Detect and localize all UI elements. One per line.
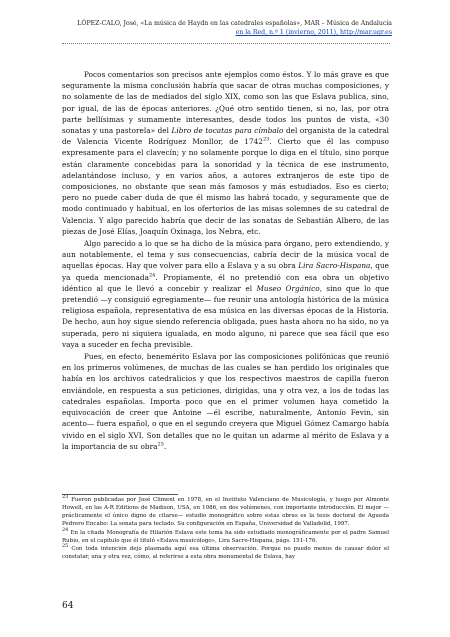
paragraph-1-text-c: . Cierto que él las compuso expresamente para el clavecín; y no solamente porque lo diga en el título, sino porque están claramente concebidas para la sonoridad y la técnica de ese instrumento, adelantándose incluso, y en varios años, a autores extranjeros de este tipo de composiciones, no obstante que sean más famosos y más estudiados. Eso es cierto; pero no puede caber duda de que él mismo las habrá tocado, y seguramente que de modo continuado y habitual, en los ofertorios de las misas solemnes de su catedral de Valencia. Y algo parecido habría que decir de las sonatas de Sebastián Albero, de las piezas de José Elías, Joaquín Oxinaga, los Nebra, etc. (62, 137, 389, 236)
paragraph-2-text-b: , que ya queda mencionada (62, 261, 390, 282)
paragraph-2-text-a: Algo parecido a lo que se ha dicho de la música para órgano, pero extendiendo, y aun notablemente, el tema y sus consecuencias, cabría decir de la música vocal de aquellas épocas. Hay que volver para ello a Eslava y a su obra (62, 239, 389, 271)
book-title-museo-organico: Museo Orgánico (256, 283, 320, 293)
footnote-ref-25[interactable]: 25 (157, 441, 164, 448)
footnote-24-lira-title: Lira Sacro-Hispana (218, 537, 273, 544)
footnote-24-text-b: este tema ha sido estudiado monográficamente por el padre Samuel Rubio, en el capítulo que él tituló «Eslava musicólogo», (62, 529, 390, 544)
footnote-24-text-a: En la citada (70, 529, 105, 536)
page-number: 64 (62, 601, 74, 611)
running-header (62, 19, 392, 37)
footnote-24 (62, 526, 390, 546)
header-citation: LÓPEZ-CALO, José, «La música de Haydn en las catedrales españolas», MAR – Música de Andalucía (77, 20, 392, 27)
footnote-25 (62, 543, 389, 562)
paragraph-2 (62, 238, 389, 350)
footnote-25-number: 25 (62, 543, 69, 550)
paragraph-3 (62, 351, 389, 452)
footnote-23-number: 23 (62, 494, 69, 501)
footnote-25-text: Con toda intención dejo plasmada aquí esa última observación. Porque no puedo menos de causar dolor el constatar, una y otra vez, cómo, al referirse a esta obra monumental de Eslava, hay (62, 546, 389, 561)
footnote-divider (62, 494, 178, 495)
header-journal-link[interactable]: en la Red, n.º 1 (invierno, 2011), http://mar.ugr.es (235, 29, 392, 36)
footnote-23-text-a: Fueron publicadas por José Climent en 1978, en el Instituto Valenciano de Musicología, y luego por Almonte Howell, en las A-R Editions de Madison, USA, en 1986, en dos volúmenes, con importante introducción. El mejor —prácticamente el único digno de citarse— estudio monográfico sobre estas obras es la tesis doctoral de Agueda Pedrero Encabo: (62, 497, 390, 527)
book-title-lira-sacro-hispana: Lira Sacro-Hispana (298, 261, 371, 271)
paragraph-3-text-b: . (163, 441, 167, 451)
paragraph-1-text-a: Pocos comentarios son precisos ante ejemplos como éstos. Y lo más grave es que seguramente la misma conclusión habría que sacar de otras muchas composiciones, y no solamente de las de mediados del siglo XIX, como son las que Eslava publica, sino, por igual, de las de épocas anteriores. ¿Qué otro sentido tienen, si no, las, por otra parte bellísimas y sumamente interesantes, desde todos los puntos de vista, «30 sonatas y una pastorela» del (62, 70, 389, 136)
footnote-23-thesis-title: La sonata para teclado. Su configuración en España (110, 520, 256, 527)
paragraph-3-text-a: Pues, en efecto, benemérito Eslava por las composiciones polifónicas que reunió en los primeros volúmenes, de muchas de las cuales se han perdido los originales que había en los archivos catedralicios y que los respectivos maestros de capilla fueron enviándole, en respuesta a sus peticiones, dirigidas, una y otra vez, a los de todas las catedrales españolas. Importa poco que en el primer volumen haya cometido la equivocación de creer que Antoine —él escribe, naturalmente, Antonio Fevin, sin acento— fuera español, o que en el segundo creyera que Miguel Gómez Camargo había vivido en el siglo XVI. Son detalles que no le quitan un adarme al mérito de Eslava y a la importancia de su obra (62, 352, 389, 451)
paragraph-2-text-c: . Propiamente, él no pretendió con esa obra un objetivo idéntico al que le llevó a concebir y realizar el (62, 272, 389, 293)
footnote-24-number: 24 (62, 526, 69, 533)
header-divider (62, 43, 390, 44)
footnote-24-book-title: Monografía de Hilarión Eslava (106, 529, 194, 536)
paragraph-1 (62, 69, 389, 237)
paragraph-2-text-d: , sino que lo que pretendió —y consiguió egregiamente— fue reunir una antología histórica de la música religiosa española, representativa de esa música en las diversas épocas de la Historia. De hecho, aun hoy sigue siendo referencia obligada, pues hasta ahora no ha sido, no ya superada, pero ni siquiera igualada, en modo alguno, ni parece que sea fácil que eso vaya a suceder en fecha previsible. (62, 283, 389, 349)
book-title-libro-de-tocatas: Libro de tocatas para címbalo (171, 126, 284, 136)
footnotes (62, 494, 390, 563)
paragraph-1-text-b: del organista de la catedral de Valencia Vicente Rodríguez Monllor, de 1742 (62, 126, 389, 147)
footnote-ref-24[interactable]: 24 (148, 272, 156, 279)
footnote-ref-23[interactable]: 23 (262, 136, 270, 143)
body-text (62, 69, 389, 453)
footnote-23-text-b: , Universidad de Valladolid, 1997. (255, 520, 350, 527)
footnote-23 (62, 494, 390, 529)
footnote-24-text-c: , págs. 151-176. (272, 537, 318, 544)
